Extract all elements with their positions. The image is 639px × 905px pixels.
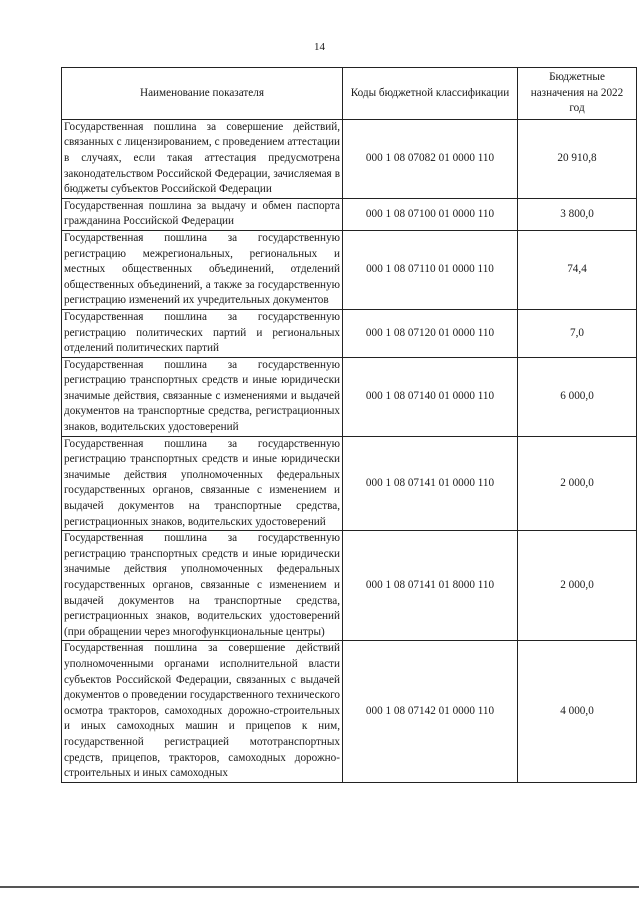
row-amount: 7,0 xyxy=(518,309,637,357)
row-code: 000 1 08 07141 01 0000 110 xyxy=(343,436,518,531)
table-row xyxy=(62,436,637,531)
row-name: Государственная пошлина за государственную регистрацию межрегиональных, региональных и местных общественных объединений, отделений общественных объединений, а также за государственную регистрацию изменений их учредительных документов xyxy=(62,230,343,309)
row-amount: 20 910,8 xyxy=(518,119,637,198)
header-indicator-name: Наименование показателя xyxy=(62,68,343,120)
budget-table xyxy=(61,67,637,783)
row-code: 000 1 08 07140 01 0000 110 xyxy=(343,357,518,436)
table-row xyxy=(62,309,637,357)
table-row xyxy=(62,641,637,782)
row-amount: 4 000,0 xyxy=(518,641,637,782)
row-amount: 2 000,0 xyxy=(518,531,637,641)
page-number: 14 xyxy=(314,41,325,53)
row-amount: 3 800,0 xyxy=(518,198,637,230)
row-name: Государственная пошлина за совершение действий уполномоченными органами исполнительной власти субъектов Российской Федерации, связанных с выдачей документов о проведении государственного технического осмотра тракторов, самоходных дорожно-строительных и иных самоходных машин и прицепов к ним, государственной регистрацией мототранспортных средств, прицепов, тракторов, самоходных дорожно-строительных и иных самоходных xyxy=(62,641,343,782)
table-row xyxy=(62,531,637,641)
row-amount: 6 000,0 xyxy=(518,357,637,436)
table-row xyxy=(62,119,637,198)
header-budget-code: Коды бюджетной классификации xyxy=(343,68,518,120)
header-budget-amount: Бюджетные назначения на 2022 год xyxy=(518,68,637,120)
table-row xyxy=(62,230,637,309)
row-name: Государственная пошлина за выдачу и обмен паспорта гражданина Российской Федерации xyxy=(62,198,343,230)
table-row xyxy=(62,198,637,230)
row-amount: 74,4 xyxy=(518,230,637,309)
row-name: Государственная пошлина за государственную регистрацию политических партий и региональных отделений политических партий xyxy=(62,309,343,357)
row-code: 000 1 08 07110 01 0000 110 xyxy=(343,230,518,309)
table-row xyxy=(62,357,637,436)
row-code: 000 1 08 07082 01 0000 110 xyxy=(343,119,518,198)
row-code: 000 1 08 07100 01 0000 110 xyxy=(343,198,518,230)
page-bottom-rule xyxy=(0,886,639,888)
row-name: Государственная пошлина за государственную регистрацию транспортных средств и иные юридически значимые действия уполномоченных федеральных государственных органов, связанные с изменением и выдачей документов на транспортные средства, регистрационных знаков, водительских удостоверений (при обращении через многофункциональные центры) xyxy=(62,531,343,641)
row-code: 000 1 08 07141 01 8000 110 xyxy=(343,531,518,641)
row-name: Государственная пошлина за совершение действий, связанных с лицензированием, с проведением аттестации в случаях, если такая аттестация предусмотрена законодательством Российской Федерации, зачисляемая в бюджеты субъектов Российской Федерации xyxy=(62,119,343,198)
row-amount: 2 000,0 xyxy=(518,436,637,531)
row-name: Государственная пошлина за государственную регистрацию транспортных средств и иные юридически значимые действия уполномоченных федеральных государственных органов, связанные с изменением и выдачей документов на транспортные средства, регистрационных знаков, водительских удостоверений xyxy=(62,436,343,531)
table-header-row xyxy=(62,68,637,120)
row-code: 000 1 08 07120 01 0000 110 xyxy=(343,309,518,357)
row-name: Государственная пошлина за государственную регистрацию транспортных средств и иные юридически значимые действия, связанные с изменениями и выдачей документов на транспортные средства, регистрационных знаков, водительских удостоверений xyxy=(62,357,343,436)
row-code: 000 1 08 07142 01 0000 110 xyxy=(343,641,518,782)
